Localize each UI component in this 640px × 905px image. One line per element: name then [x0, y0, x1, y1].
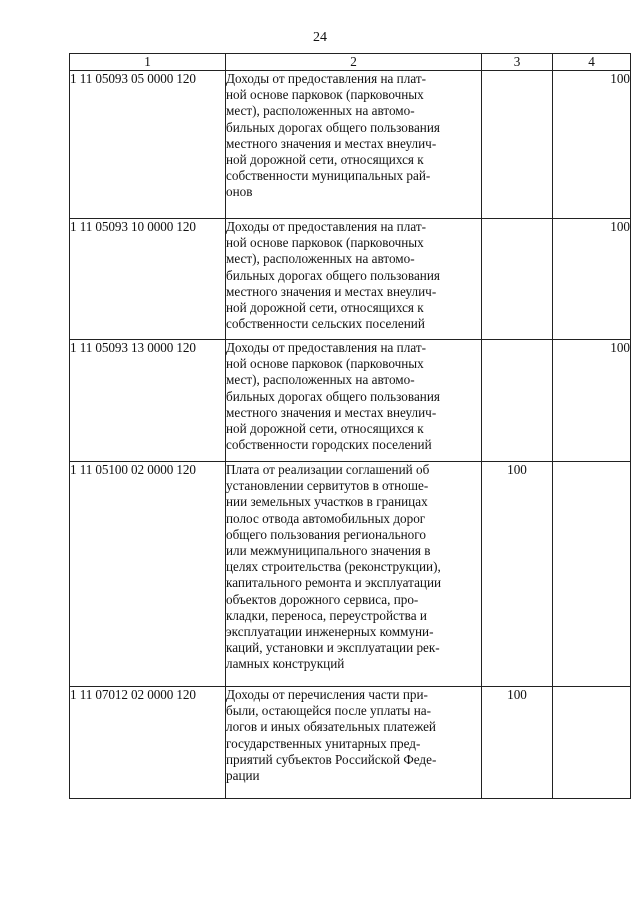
column-header-1: 1 — [70, 54, 226, 71]
description-line: установлении сервитутов в отноше- — [226, 478, 429, 494]
description-line: кладки, переноса, переустройства и — [226, 607, 427, 623]
description-line: ной дорожной сети, относящихся к — [226, 152, 424, 168]
description-line: рации — [226, 768, 260, 784]
table-header-row — [70, 54, 631, 71]
revenue-code-cell: 1 11 07012 02 0000 120 — [70, 687, 226, 799]
description-line: мест), расположенных на автомо- — [226, 251, 415, 267]
description-line: ной основе парковок (парковочных — [226, 87, 424, 103]
description-line: мест), расположенных на автомо- — [226, 372, 415, 388]
description-line: ламных конструкций — [226, 656, 345, 672]
description-line: собственности муниципальных рай- — [226, 168, 431, 184]
description-line: эксплуатации инженерных коммуни- — [226, 624, 434, 640]
column-header-4: 4 — [553, 54, 631, 71]
description-line: Доходы от предоставления на плат- — [226, 71, 426, 86]
description-line: местного значения и местах внеулич- — [226, 283, 437, 299]
description-line: общего пользования регионального — [226, 526, 426, 542]
column-4-value-cell: 100 — [553, 219, 631, 340]
description-line: нии земельных участков в границах — [226, 494, 428, 510]
description-line: полос отвода автомобильных дорог — [226, 510, 426, 526]
revenue-description-cell — [226, 219, 482, 340]
description-line: собственности сельских поселений — [226, 316, 425, 332]
revenue-description-cell — [226, 462, 482, 687]
description-line: ной основе парковок (парковочных — [226, 356, 424, 372]
description-line: капитального ремонта и эксплуатации — [226, 575, 442, 591]
description-line: собственности городских поселений — [226, 437, 432, 453]
description-line: были, остающейся после уплаты на- — [226, 703, 432, 719]
revenue-code-cell: 1 11 05093 05 0000 120 — [70, 71, 226, 219]
description-line: бильных дорогах общего пользования — [226, 267, 440, 283]
column-3-value-cell — [482, 219, 553, 340]
description-line: Плата от реализации соглашений об — [226, 462, 430, 477]
description-line: приятий субъектов Российской Феде- — [226, 751, 437, 767]
table-row — [70, 219, 631, 340]
description-line: бильных дорогах общего пользования — [226, 119, 440, 135]
description-line: каций, установки и эксплуатации рек- — [226, 640, 440, 656]
description-line: онов — [226, 184, 253, 200]
column-4-value-cell: 100 — [553, 71, 631, 219]
revenue-description-cell — [226, 687, 482, 799]
revenue-code-cell: 1 11 05093 13 0000 120 — [70, 340, 226, 462]
description-line: Доходы от перечисления части при- — [226, 687, 428, 702]
description-line: местного значения и местах внеулич- — [226, 404, 437, 420]
table-row — [70, 462, 631, 687]
description-line: Доходы от предоставления на плат- — [226, 340, 426, 355]
column-header-3: 3 — [482, 54, 553, 71]
column-3-value-cell — [482, 340, 553, 462]
column-4-value-cell — [553, 462, 631, 687]
description-line: государственных унитарных пред- — [226, 735, 421, 751]
description-line: Доходы от предоставления на плат- — [226, 219, 426, 234]
description-line: или межмуниципального значения в — [226, 543, 431, 559]
budget-revenue-table — [69, 53, 631, 799]
revenue-code-cell: 1 11 05100 02 0000 120 — [70, 462, 226, 687]
description-line: ной дорожной сети, относящихся к — [226, 421, 424, 437]
description-line: ной основе парковок (парковочных — [226, 235, 424, 251]
revenue-description-cell — [226, 340, 482, 462]
column-4-value-cell: 100 — [553, 340, 631, 462]
column-4-value-cell — [553, 687, 631, 799]
revenue-description-cell — [226, 71, 482, 219]
description-line: бильных дорогах общего пользования — [226, 388, 440, 404]
description-line: целях строительства (реконструкции), — [226, 559, 441, 575]
column-3-value-cell: 100 — [482, 462, 553, 687]
description-line: ной дорожной сети, относящихся к — [226, 300, 424, 316]
table-row — [70, 71, 631, 219]
table-row — [70, 340, 631, 462]
page-number: 24 — [313, 30, 327, 45]
description-line: логов и иных обязательных платежей — [226, 719, 436, 735]
column-3-value-cell — [482, 71, 553, 219]
revenue-code-cell: 1 11 05093 10 0000 120 — [70, 219, 226, 340]
column-header-2: 2 — [226, 54, 482, 71]
table-row — [70, 687, 631, 799]
description-line: мест), расположенных на автомо- — [226, 103, 415, 119]
description-line: местного значения и местах внеулич- — [226, 135, 437, 151]
description-line: объектов дорожного сервиса, про- — [226, 591, 419, 607]
column-3-value-cell: 100 — [482, 687, 553, 799]
